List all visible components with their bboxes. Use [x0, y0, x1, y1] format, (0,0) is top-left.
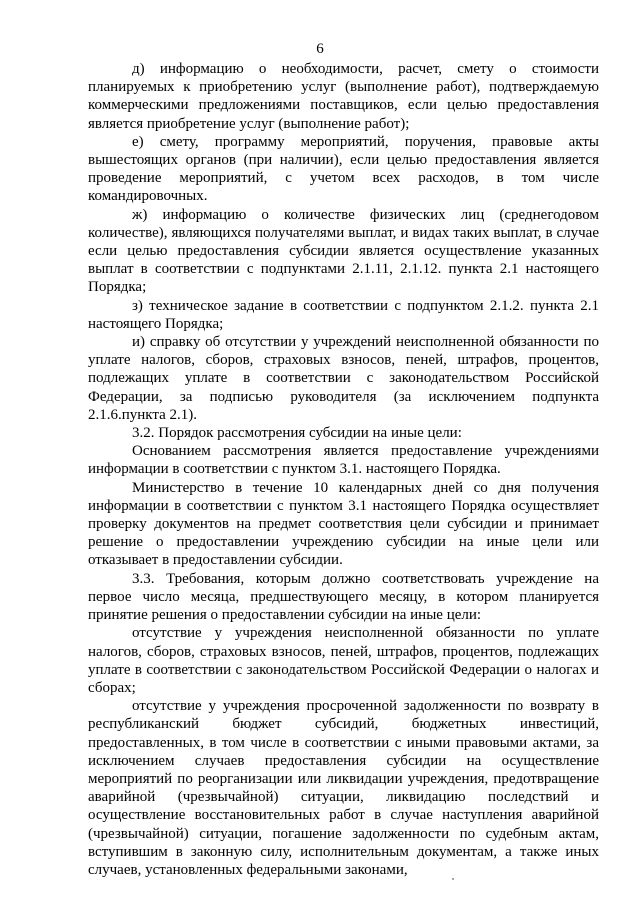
paragraph-item-e: е) смету, программу мероприятий, поручения, правовые акты вышестоящих органов (при наличии), если целью предоставления является проведение мероприятий, с учетом всех расходов, в том числе командировочных. — [88, 133, 599, 205]
page-number: 6 — [316, 41, 324, 57]
document-body — [88, 60, 599, 879]
section-heading-3-2: 3.2. Порядок рассмотрения субсидии на иные цели: — [132, 425, 462, 442]
scan-speck — [452, 878, 454, 880]
paragraph-item-zh: ж) информацию о количестве физических лиц (среднегодовом количестве), являющихся получателями выплат, и видах таких выплат, в случае если целью предоставления субсидии является осуществление указанных выплат в соответствии с подпунктами 2.1.11, 2.1.12. пункта 2.1 настоящего Порядка; — [88, 206, 599, 296]
paragraph-3-2-basis: Основанием рассмотрения является предоставление учреждениями информации в соответствии с пунктом 3.1. настоящего Порядка. — [88, 443, 599, 478]
section-heading-3-3: 3.3. Требования, которым должно соответствовать учреждение на первое число месяца, предшествующего месяцу, в котором планируется принятие решения о предоставлении субсидии на иные цели: — [88, 570, 599, 624]
paragraph-3-2-ministry: Министерство в течение 10 календарных дней со дня получения информации в соответствии с пунктом 3.1 настоящего Порядка осуществляет проверку документов на предмет соответствия цели субсидии и принимает решение о предоставлении учреждению субсидии на иные цели или отказывает в предоставлении субсидии. — [88, 479, 599, 569]
paragraph-item-i: и) справку об отсутствии у учреждений неисполненной обязанности по уплате налогов, сборов, страховых взносов, пеней, штрафов, процентов, подлежащих уплате в соответствии с законодательством Российской Федерации, за подписью руководителя (за исключением подпункта 2.1.6.пункта 2.1). — [88, 334, 599, 423]
paragraph-3-3-taxes: отсутствие у учреждения неисполненной обязанности по уплате налогов, сборов, страховых взносов, пеней, штрафов, процентов, подлежащих уплате в соответствии с законодательством Российской Федерации о налогах и сборах; — [88, 625, 599, 696]
paragraph-3-3-debt: отсутствие у учреждения просроченной задолженности по возврату в республиканский бюджет субсидий, бюджетных инвестиций, предоставленных, в том числе в соответствии с иными правовыми актами, за исключением случаев предоставления субсидии на осуществление мероприятий по реорганизации или ликвидации учреждения, предотвращение аварийной (чрезвычайной) ситуации, ликвидацию последствий и осуществление восстановительных работ в случае наступления аварийной (чрезвычайной) ситуации, погашение задолженности по судебным актам, вступившим в законную силу, исполнительным документам, а также иных случаев, установленных федеральными законами, — [88, 698, 599, 878]
paragraph-item-d: д) информацию о необходимости, расчет, смету о стоимости планируемых к приобретению услуг (выполнение работ), подтверждаемую коммерческими предложениями поставщиков, если целью предоставления является приобретение услуг (выполнение работ); — [88, 61, 599, 132]
paragraph-item-z: з) техническое задание в соответствии с подпунктом 2.1.2. пункта 2.1 настоящего Порядка; — [88, 297, 599, 332]
